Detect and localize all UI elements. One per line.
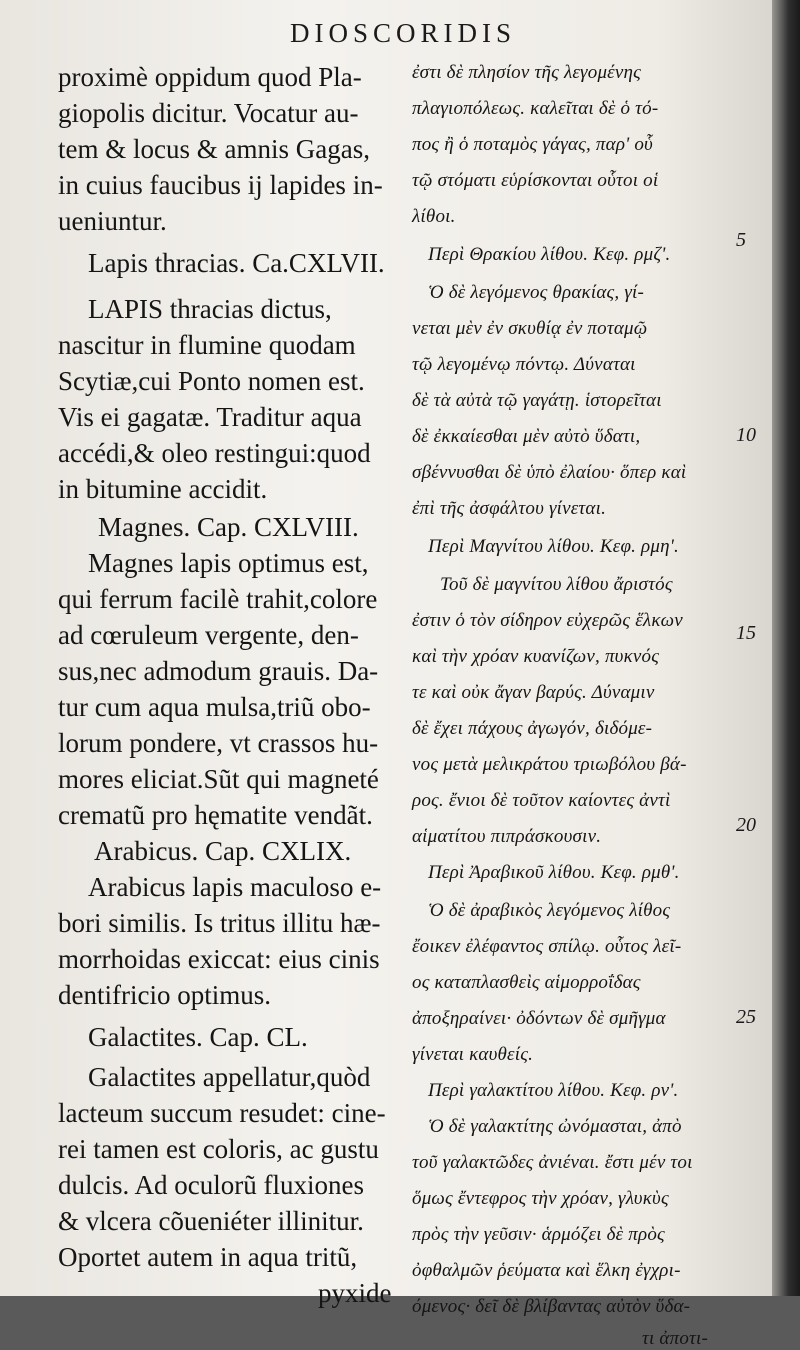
- text-line: qui ferrum facilè trahit,colore: [58, 584, 378, 614]
- text-line: ὀφθαλμῶν ῥεύματα καὶ ἕλκη ἐγχρι-: [412, 1260, 681, 1281]
- text-line: δὲ ἔχει πάχους ἀγωγόν, διδόμε-: [412, 718, 653, 739]
- text-line: & vlcera cõueniéter illinitur.: [58, 1206, 364, 1236]
- text-line: in bitumine accidit.: [58, 474, 268, 504]
- text-line: ος καταπλασθεὶς αἱμορροΐδας: [412, 972, 641, 993]
- text-line: morrhoidas exiccat: eius cinis: [58, 944, 380, 974]
- text-line: ἐπὶ τῆς ἀσφάλτου γίνεται.: [412, 498, 607, 519]
- text-line: rei tamen est coloris, ac gustu: [58, 1134, 379, 1164]
- text-line: τι ἀποτι-: [642, 1328, 709, 1349]
- text-line: Galactites appellatur,quòd: [88, 1062, 371, 1092]
- text-line: dentifricio optimus.: [58, 980, 271, 1010]
- text-line: mores eliciat.Sũt qui magneté: [58, 764, 379, 794]
- text-line: sus,nec admodum grauis. Da-: [58, 656, 379, 686]
- text-line: τε καὶ οὐκ ἄγαν βαρύς. Δύναμιν: [412, 682, 655, 703]
- text-line: Περὶ Θρακίου λίθου. Κεφ. ρμζ'.: [428, 244, 671, 265]
- text-line: ἀποξηραίνει· ὀδόντων δὲ σμῆγμα: [412, 1008, 666, 1029]
- text-line: ἐστι δὲ πλησίον τῆς λεγομένης: [412, 62, 642, 83]
- text-line: proximè oppidum quod Pla-: [58, 62, 362, 92]
- text-line: bori similis. Is tritus illitu hæ-: [58, 908, 381, 938]
- text-line: ἐστιν ὁ τὸν σίδηρον εὐχερῶς ἕλκων: [412, 610, 683, 631]
- text-line: Ὁ δὲ λεγόμενος θρακίας, γί-: [428, 282, 645, 303]
- text-line: Περὶ Ἀραβικοῦ λίθου. Κεφ. ρμθ'.: [428, 862, 680, 883]
- text-line: γίνεται καυθείς.: [412, 1044, 534, 1065]
- text-line: Scytiæ,cui Ponto nomen est.: [58, 366, 365, 396]
- text-line: τῷ στόματι εὑρίσκονται οὗτοι οἱ: [412, 170, 659, 191]
- margin-number: 25: [736, 1006, 756, 1028]
- text-line: Lapis thracias. Ca.CXLVII.: [88, 248, 385, 278]
- page-edge-shadow: [772, 0, 800, 1296]
- text-line: Ὁ δὲ ἀραβικὸς λεγόμενος λίθος: [428, 900, 671, 921]
- text-line: LAPIS thracias dictus,: [88, 294, 332, 324]
- text-line: πος ἢ ὁ ποταμὸς γάγας, παρ' οὗ: [412, 134, 653, 155]
- text-line: Oportet autem in aqua tritũ,: [58, 1242, 358, 1272]
- text-line: Galactites. Cap. CL.: [88, 1022, 308, 1052]
- text-line: πλαγιοπόλεως. καλεῖται δὲ ὁ τό-: [412, 98, 659, 119]
- text-line: νος μετὰ μελικράτου τριωβόλου βά-: [412, 754, 687, 775]
- text-line: λίθοι.: [412, 206, 456, 227]
- text-line: όμενος· δεῖ δὲ βλίβαντας αὐτὸν ὕδα-: [412, 1296, 691, 1317]
- text-line: Arabicus lapis maculoso e-: [88, 872, 382, 902]
- text-line: in cuius faucibus ij lapides in-: [58, 170, 383, 200]
- text-line: lorum pondere, vt crassos hu-: [58, 728, 379, 758]
- text-line: ἔοικεν ἐλέφαντος σπίλῳ. οὗτος λεῖ-: [412, 936, 682, 957]
- text-line: Vis ei gagatæ. Traditur aqua: [58, 402, 362, 432]
- text-line: Περὶ Μαγνίτου λίθου. Κεφ. ρμη'.: [428, 536, 679, 557]
- margin-number: 10: [736, 424, 756, 446]
- text-line: ad cœruleum vergente, den-: [58, 620, 359, 650]
- text-line: dulcis. Ad oculorũ fluxiones: [58, 1170, 364, 1200]
- text-line: ueniuntur.: [58, 206, 167, 236]
- text-line: Τοῦ δὲ μαγνίτου λίθου ἄριστός: [440, 574, 673, 595]
- text-line: nascitur in flumine quodam: [58, 330, 356, 360]
- text-line: δὲ ἐκκαίεσθαι μὲν αὐτὸ ὕδατι,: [412, 426, 641, 447]
- text-line: pyxide: [318, 1278, 392, 1308]
- text-line: Magnes lapis optimus est,: [88, 548, 369, 578]
- text-line: Arabicus. Cap. CXLIX.: [94, 836, 352, 866]
- margin-number: 20: [736, 814, 756, 836]
- margin-number: 5: [736, 229, 746, 251]
- text-line: σβέννυσθαι δὲ ὑπὸ ἐλαίου· ὅπερ καὶ: [412, 462, 687, 483]
- text-line: πρὸς τὴν γεῦσιν· ἁρμόζει δὲ πρὸς: [412, 1224, 665, 1245]
- text-line: Magnes. Cap. CXLVIII.: [98, 512, 359, 542]
- margin-number: 15: [736, 622, 756, 644]
- text-line: αἱματίτου πιπράσκουσιν.: [412, 826, 602, 847]
- text-line: tur cum aqua mulsa,triũ obo-: [58, 692, 371, 722]
- text-line: accédi,& oleo restingui:quod: [58, 438, 371, 468]
- text-line: Περὶ γαλακτίτου λίθου. Κεφ. ρν'.: [428, 1080, 679, 1101]
- text-line: τῷ λεγομένῳ πόντῳ. Δύναται: [412, 354, 636, 375]
- text-line: lacteum succum resudet: cine-: [58, 1098, 386, 1128]
- text-line: ρος. ἔνιοι δὲ τοῦτον καίοντες ἀντὶ: [412, 790, 671, 811]
- text-line: crematũ pro hęmatite vendãt.: [58, 800, 373, 830]
- text-line: Ὁ δὲ γαλακτίτης ὠνόμασται, ἀπὸ: [428, 1116, 682, 1137]
- text-line: τοῦ γαλακτῶδες ἀνιέναι. ἔστι μέν τοι: [412, 1152, 693, 1173]
- text-line: νεται μὲν ἐν σκυθίᾳ ἐν ποταμῷ: [412, 318, 648, 339]
- text-line: giopolis dicitur. Vocatur au-: [58, 98, 359, 128]
- text-line: tem & locus & amnis Gagas,: [58, 134, 370, 164]
- text-line: ὅμως ἔντεφρος τὴν χρόαν, γλυκὺς: [412, 1188, 669, 1209]
- page-header: DIOSCORIDIS: [290, 18, 517, 48]
- text-line: καὶ τὴν χρόαν κυανίζων, πυκνός: [412, 646, 660, 667]
- text-line: δὲ τὰ αὐτὰ τῷ γαγάτῃ. ἱστορεῖται: [412, 390, 662, 411]
